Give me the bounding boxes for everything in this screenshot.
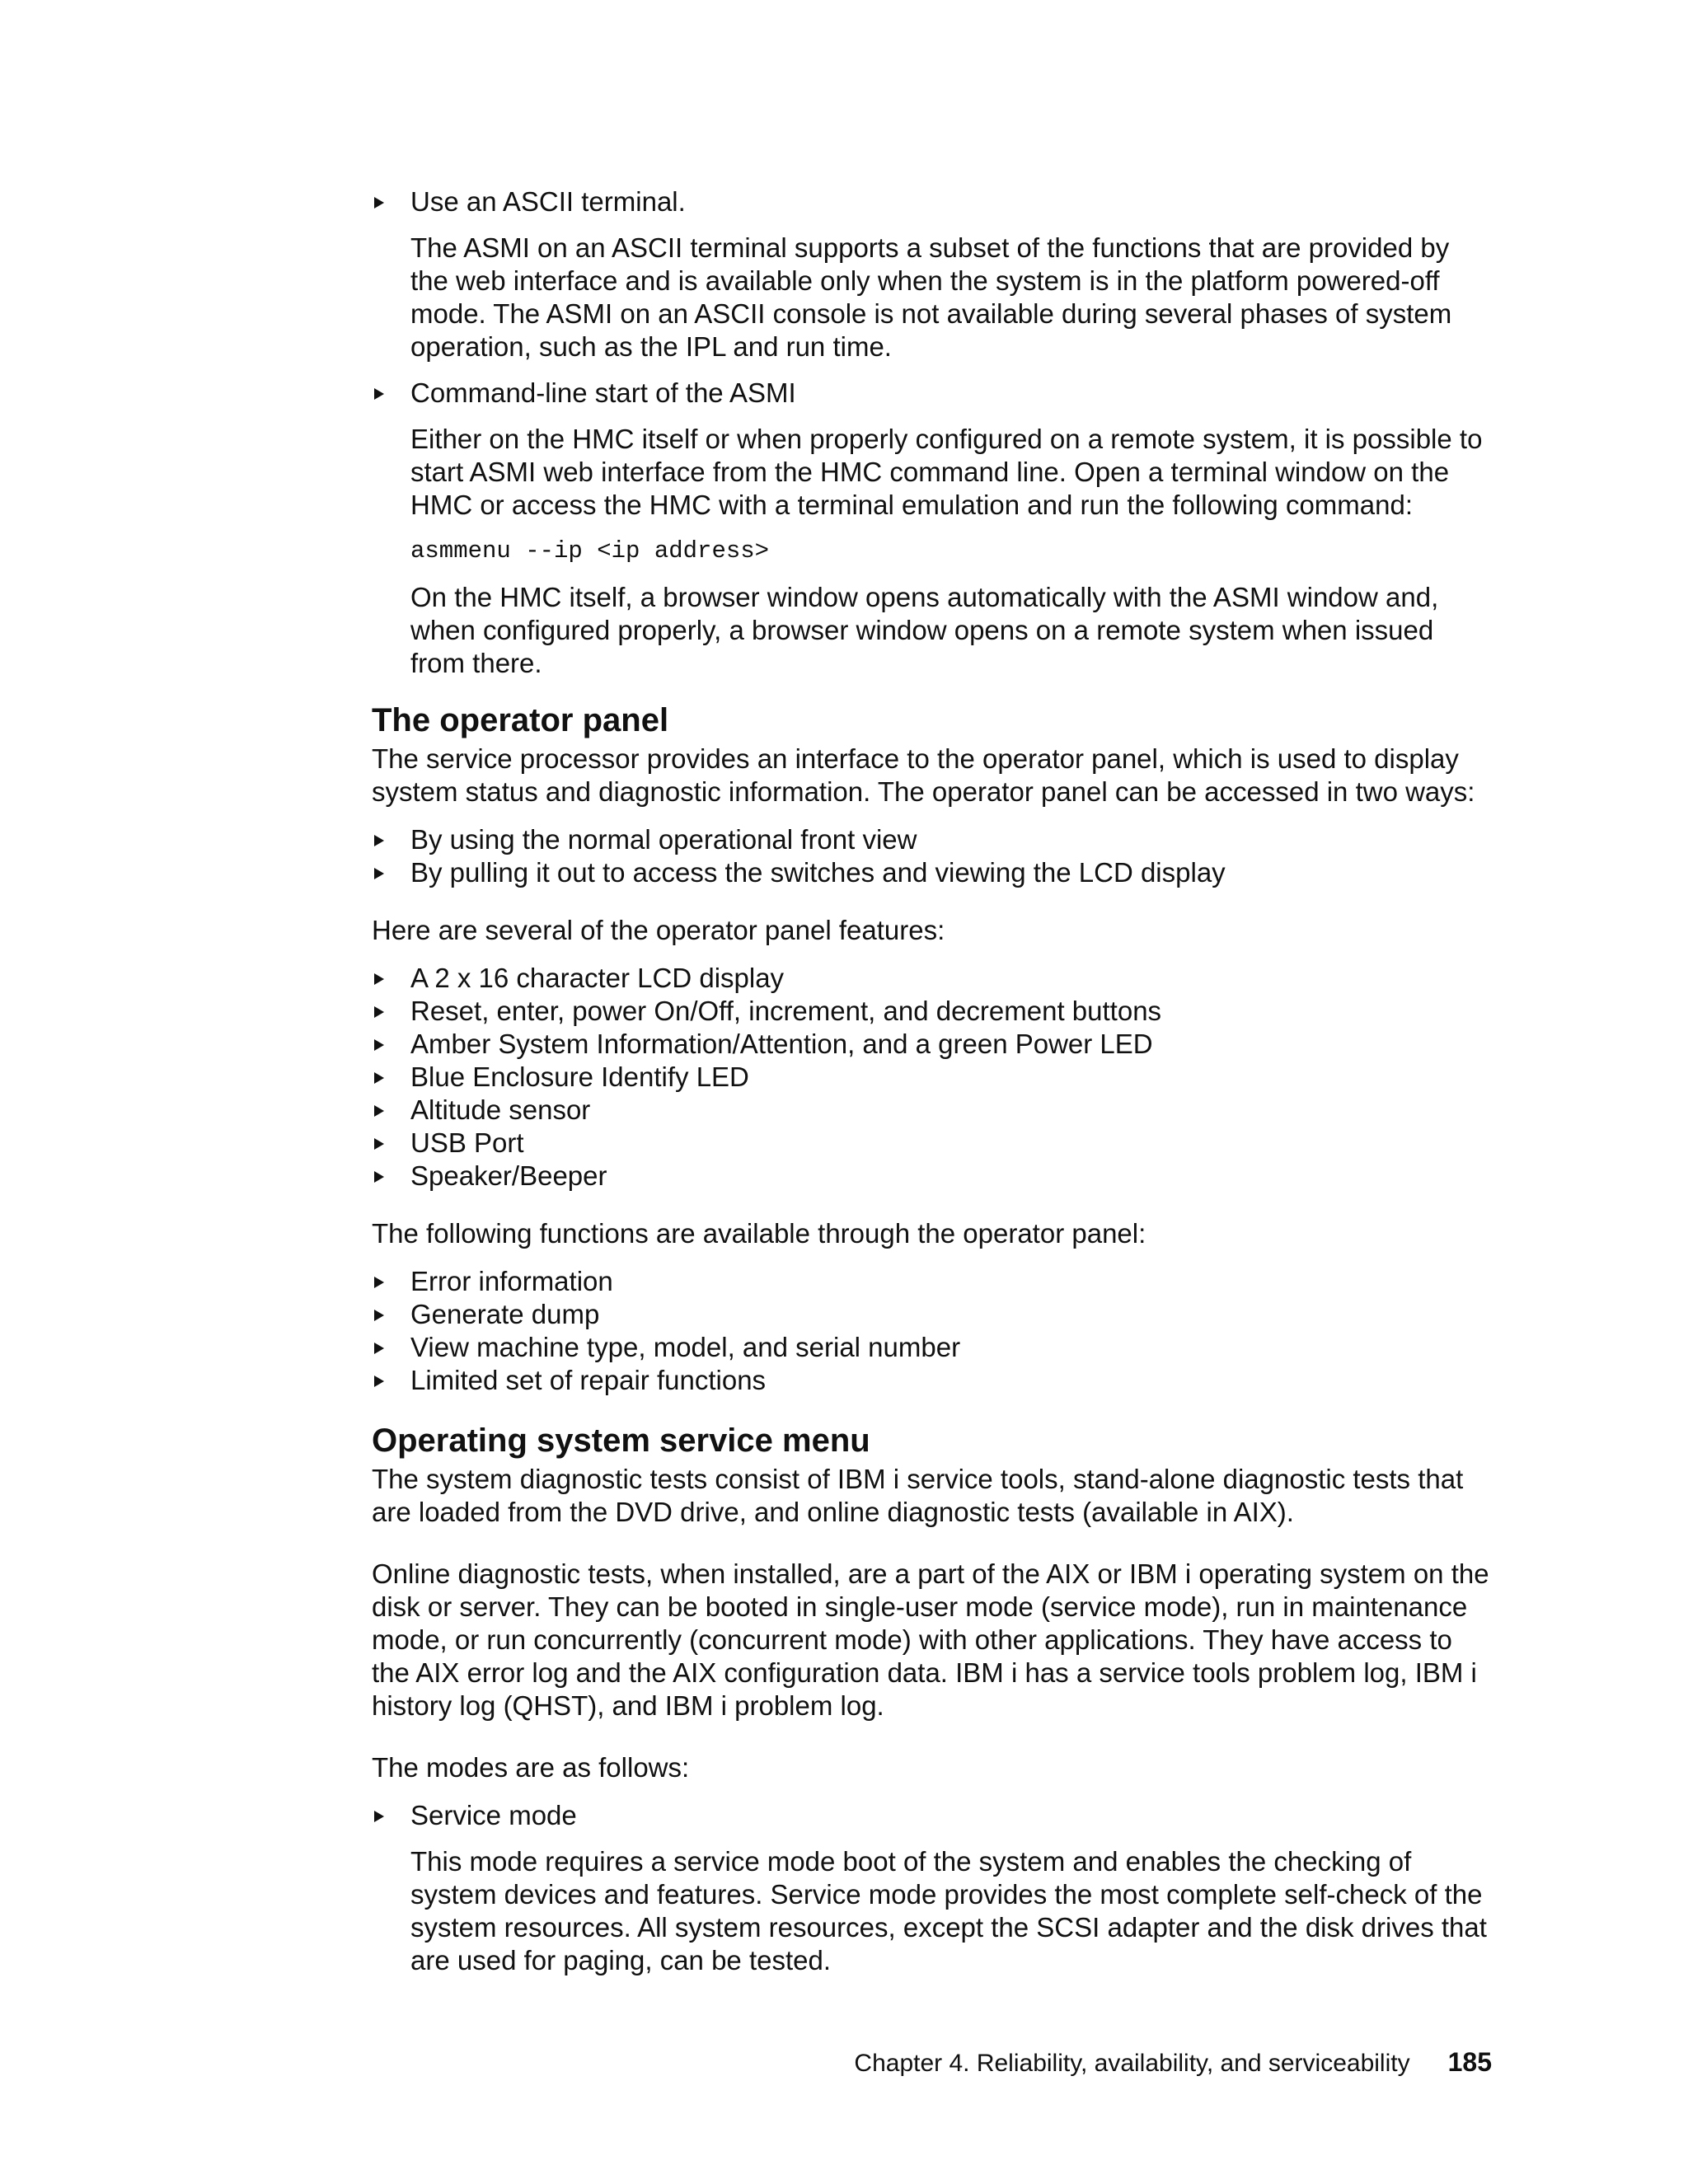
list-item — [372, 377, 1493, 410]
list-item — [372, 185, 1493, 218]
asmi-access-list — [372, 185, 1493, 218]
body-paragraph: Either on the HMC itself or when properly configured on a remote system, it is possible to start ASMI web interface from the HMC command line. Open a terminal window on the HMC or access the HMC with a terminal emulation and run the following command: — [410, 424, 1483, 520]
bullet-triangle-icon — [374, 1006, 384, 1018]
list-item: USB Port — [372, 1127, 1493, 1160]
command-code: asmmenu --ip <ip address> — [410, 537, 770, 565]
body-paragraph: Here are several of the operator panel features: — [372, 915, 945, 945]
list-item-label: Command-line start of the ASMI — [410, 377, 796, 408]
list-item: Amber System Information/Attention, and a green Power LED — [372, 1028, 1493, 1061]
bullet-triangle-icon — [374, 1105, 384, 1117]
page-footer — [854, 2046, 1492, 2080]
body-paragraph: This mode requires a service mode boot of the system and enables the checking of system devices and features. Service mode provides the most complete self-check of the system resources. All system resources, except the SCSI adapter and the disk drives that are used for paging, can be tested. — [410, 1846, 1487, 1975]
bullet-triangle-icon — [374, 1811, 384, 1822]
list-item: Error information — [372, 1265, 1493, 1298]
bullet-triangle-icon — [374, 1277, 384, 1288]
bullet-triangle-icon — [374, 1039, 384, 1051]
body-paragraph: On the HMC itself, a browser window opens automatically with the ASMI window and, when configured properly, a browser window opens on a remote system when issued from there. — [410, 582, 1439, 678]
list-item: A 2 x 16 character LCD display — [372, 962, 1493, 995]
list-item: Generate dump — [372, 1298, 1493, 1331]
section-heading-operator-panel: The operator panel — [372, 702, 669, 738]
list-item: Reset, enter, power On/Off, increment, and decrement buttons — [372, 995, 1493, 1028]
bullet-triangle-icon — [374, 1171, 384, 1183]
list-item: Altitude sensor — [372, 1094, 1493, 1127]
list-item: Blue Enclosure Identify LED — [372, 1061, 1493, 1094]
functions-list — [372, 1265, 1493, 1397]
body-paragraph: The modes are as follows: — [372, 1752, 690, 1783]
bullet-triangle-icon — [374, 973, 384, 985]
body-paragraph: The system diagnostic tests consist of IBM i service tools, stand-alone diagnostic tests that are loaded from the DVD drive, and online diagnostic tests (available in AIX). — [372, 1464, 1464, 1527]
body-paragraph: The ASMI on an ASCII terminal supports a subset of the functions that are provided by the web interface and is available only when the system is in the platform powered-off mode. The ASMI on an ASCII console is not available during several phases of system operation, such as the IPL and run time. — [410, 232, 1452, 362]
bullet-triangle-icon — [374, 1138, 384, 1150]
page-number: 185 — [1447, 2047, 1492, 2077]
bullet-triangle-icon — [374, 197, 384, 209]
list-item: By pulling it out to access the switches and viewing the LCD display — [372, 856, 1493, 889]
bullet-triangle-icon — [374, 388, 384, 400]
bullet-triangle-icon — [374, 1343, 384, 1354]
footer-chapter-title: Chapter 4. Reliability, availability, and serviceability — [854, 2050, 1410, 2077]
page-content — [372, 185, 1493, 1990]
access-ways-list — [372, 823, 1493, 889]
list-item: Speaker/Beeper — [372, 1160, 1493, 1193]
body-paragraph: The following functions are available through the operator panel: — [372, 1218, 1146, 1249]
list-item-label: Use an ASCII terminal. — [410, 186, 686, 217]
asmi-access-list-2 — [372, 377, 1493, 410]
bullet-triangle-icon — [374, 868, 384, 879]
features-list — [372, 962, 1493, 1193]
bullet-triangle-icon — [374, 835, 384, 846]
modes-list — [372, 1799, 1493, 1832]
body-paragraph: The service processor provides an interface to the operator panel, which is used to display system status and diagnostic information. The operator panel can be accessed in two ways: — [372, 743, 1475, 807]
section-heading-os-service-menu: Operating system service menu — [372, 1422, 870, 1459]
list-item: Service mode — [372, 1799, 1493, 1832]
list-item: By using the normal operational front view — [372, 823, 1493, 856]
list-item: Limited set of repair functions — [372, 1364, 1493, 1397]
body-paragraph: Online diagnostic tests, when installed, are a part of the AIX or IBM i operating system on the disk or server. They can be booted in single-user mode (service mode), run in maintenance mode, or run concurrently (concurrent mode) with other applications. They have access to the AIX error log and the AIX configuration data. IBM i has a service tools problem log, IBM i history log (QHST), and IBM i problem log. — [372, 1558, 1489, 1721]
bullet-triangle-icon — [374, 1310, 384, 1321]
bullet-triangle-icon — [374, 1072, 384, 1084]
bullet-triangle-icon — [374, 1376, 384, 1387]
list-item: View machine type, model, and serial number — [372, 1331, 1493, 1364]
